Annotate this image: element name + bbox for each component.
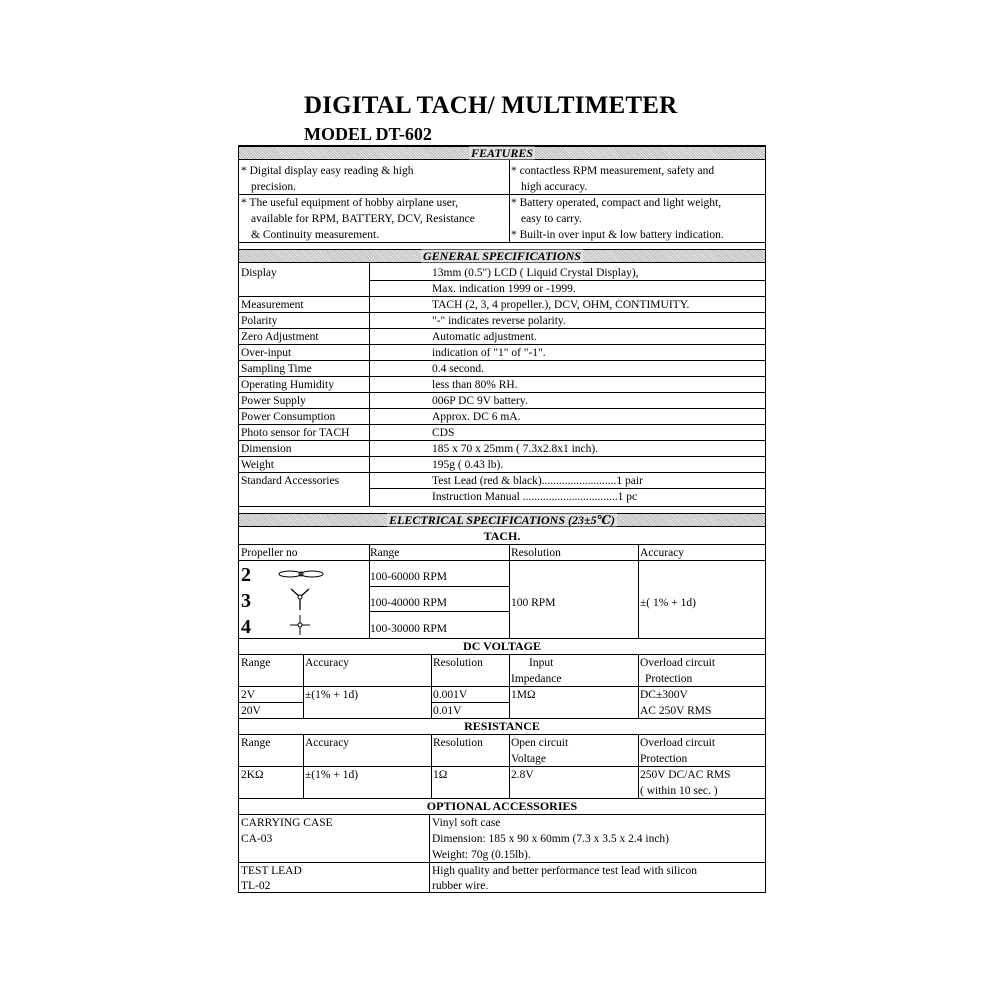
feature-item: & Continuity measurement. [251, 229, 380, 241]
dcv-header: Range [241, 657, 271, 669]
dcv-resolution: 0.01V [433, 705, 462, 717]
general-specifications-heading: GENERAL SPECIFICATIONS [239, 249, 765, 263]
two-blade-propeller-icon [277, 566, 325, 582]
spec-label: Zero Adjustment [241, 331, 319, 343]
resistance-header: Overload circuit [640, 737, 716, 749]
resistance-range: 2KΩ [241, 769, 264, 781]
accessory-desc: High quality and better performance test lead with silicon [432, 865, 698, 877]
accessory-name: TEST LEAD [241, 865, 302, 877]
spec-label: Operating Humidity [241, 379, 334, 391]
tach-range: 100-40000 RPM [370, 597, 447, 609]
tach-header: Resolution [511, 547, 561, 559]
page-title: DIGITAL TACH/ MULTIMETER [304, 92, 678, 119]
spec-label: Photo sensor for TACH [241, 427, 350, 439]
dcv-protection: DC±300V [640, 689, 688, 701]
propeller-number: 4 [241, 616, 251, 638]
dcv-header: Accuracy [305, 657, 350, 669]
spec-label: Dimension [241, 443, 292, 455]
resistance-header: Range [241, 737, 271, 749]
resistance-resolution: 1Ω [433, 769, 448, 781]
dcv-range: 2V [241, 689, 256, 701]
spec-value: Automatic adjustment. [432, 331, 537, 343]
spec-value: Max. indication 1999 or -1999. [432, 283, 576, 295]
dcv-header: Overload circuit [640, 657, 716, 669]
features-heading: FEATURES [239, 146, 765, 160]
resistance-header: Resolution [433, 737, 483, 749]
electrical-specifications-heading: ELECTRICAL SPECIFICATIONS (23±5℃) [239, 513, 765, 527]
dcv-header: Input [529, 657, 554, 669]
feature-item: * The useful equipment of hobby airplane user, [241, 197, 459, 209]
spec-value: indication of "1" of "-1". [432, 347, 546, 359]
accessory-desc: Vinyl soft case [432, 817, 501, 829]
tach-header: Propeller no [241, 547, 298, 559]
dcv-protection: AC 250V RMS [640, 705, 712, 717]
spec-label: Standard Accessories [241, 475, 340, 487]
accessory-desc: rubber wire. [432, 880, 489, 892]
propeller-number: 2 [241, 564, 251, 586]
three-blade-propeller-icon [287, 587, 313, 611]
tach-header: Accuracy [640, 547, 685, 559]
feature-item: * Digital display easy reading & high [241, 165, 414, 177]
tach-section-title: TACH. [483, 529, 521, 543]
features-divider [509, 160, 510, 242]
spec-label: Polarity [241, 315, 278, 327]
dcv-range: 20V [241, 705, 261, 717]
accessory-code: CA-03 [241, 833, 273, 845]
spec-label: Power Consumption [241, 411, 336, 423]
dc-voltage-section-title: DC VOLTAGE [463, 639, 541, 653]
dcv-resolution: 0.001V [433, 689, 468, 701]
spec-value: Approx. DC 6 mA. [432, 411, 521, 423]
resistance-header: Open circuit [511, 737, 569, 749]
tach-range: 100-30000 RPM [370, 623, 447, 635]
spec-label: Sampling Time [241, 363, 312, 375]
spec-label: Over-input [241, 347, 292, 359]
resistance-section-title: RESISTANCE [464, 719, 540, 733]
dcv-impedance: 1MΩ [511, 689, 536, 701]
spec-value: Instruction Manual .................................1 pc [432, 491, 638, 503]
row-divider [369, 280, 765, 281]
feature-item: * Battery operated, compact and light weight, [511, 197, 722, 209]
spec-value: TACH (2, 3, 4 propeller.), DCV, OHM, CONTIMUITY. [432, 299, 690, 311]
propeller-number: 3 [241, 590, 251, 612]
spec-label: Measurement [241, 299, 304, 311]
model-number: MODEL DT-602 [304, 124, 432, 144]
resistance-protection: 250V DC/AC RMS [640, 769, 731, 781]
feature-item: precision. [251, 181, 297, 193]
tach-range: 100-60000 RPM [370, 571, 447, 583]
spec-label: Weight [241, 459, 274, 471]
accessory-code: TL-02 [241, 880, 271, 892]
feature-item: high accuracy. [521, 181, 588, 193]
resistance-header: Accuracy [305, 737, 350, 749]
resistance-protection: ( within 10 sec. ) [640, 785, 718, 797]
feature-item: easy to carry. [521, 213, 582, 225]
feature-item: * Built-in over input & low battery indication. [511, 229, 724, 241]
tach-accuracy: ±( 1% + 1d) [640, 597, 696, 609]
dcv-accuracy: ±(1% + 1d) [305, 689, 359, 701]
accessory-desc: Weight: 70g (0.15lb). [432, 849, 531, 861]
tach-resolution: 100 RPM [511, 597, 556, 609]
optional-accessories-title: OPTIONAL ACCESSORIES [426, 799, 578, 813]
four-blade-propeller-icon [289, 614, 311, 636]
accessory-name: CARRYING CASE [241, 817, 333, 829]
dcv-header: Impedance [511, 673, 562, 685]
general-divider [369, 263, 370, 506]
spec-sheet [238, 145, 766, 893]
resistance-header: Protection [640, 753, 688, 765]
spec-value: 006P DC 9V battery. [432, 395, 528, 407]
spec-label: Display [241, 267, 277, 279]
spec-value: 0.4 second. [432, 363, 485, 375]
resistance-accuracy: ±(1% + 1d) [305, 769, 359, 781]
spec-value: Test Lead (red & black)..........................1 pair [432, 475, 643, 487]
feature-item: available for RPM, BATTERY, DCV, Resistance [251, 213, 475, 225]
feature-item: * contactless RPM measurement, safety and [511, 165, 715, 177]
spec-label: Power Supply [241, 395, 306, 407]
spec-value: 195g ( 0.43 lb). [432, 459, 504, 471]
spec-value: CDS [432, 427, 455, 439]
resistance-header: Voltage [511, 753, 546, 765]
resistance-voltage: 2.8V [511, 769, 534, 781]
spec-value: 185 x 70 x 25mm ( 7.3x2.8x1 inch). [432, 443, 599, 455]
row-divider [369, 488, 765, 489]
dcv-header: Resolution [433, 657, 483, 669]
spec-value: less than 80% RH. [432, 379, 518, 391]
accessory-desc: Dimension: 185 x 90 x 60mm (7.3 x 3.5 x 2.4 inch) [432, 833, 670, 845]
row-divider [239, 360, 765, 361]
spec-value: 13mm (0.5") LCD ( Liquid Crystal Display), [432, 267, 639, 279]
tach-header: Range [370, 547, 400, 559]
spec-value: "-" indicates reverse polarity. [432, 315, 566, 327]
dcv-header: Protection [645, 673, 693, 685]
